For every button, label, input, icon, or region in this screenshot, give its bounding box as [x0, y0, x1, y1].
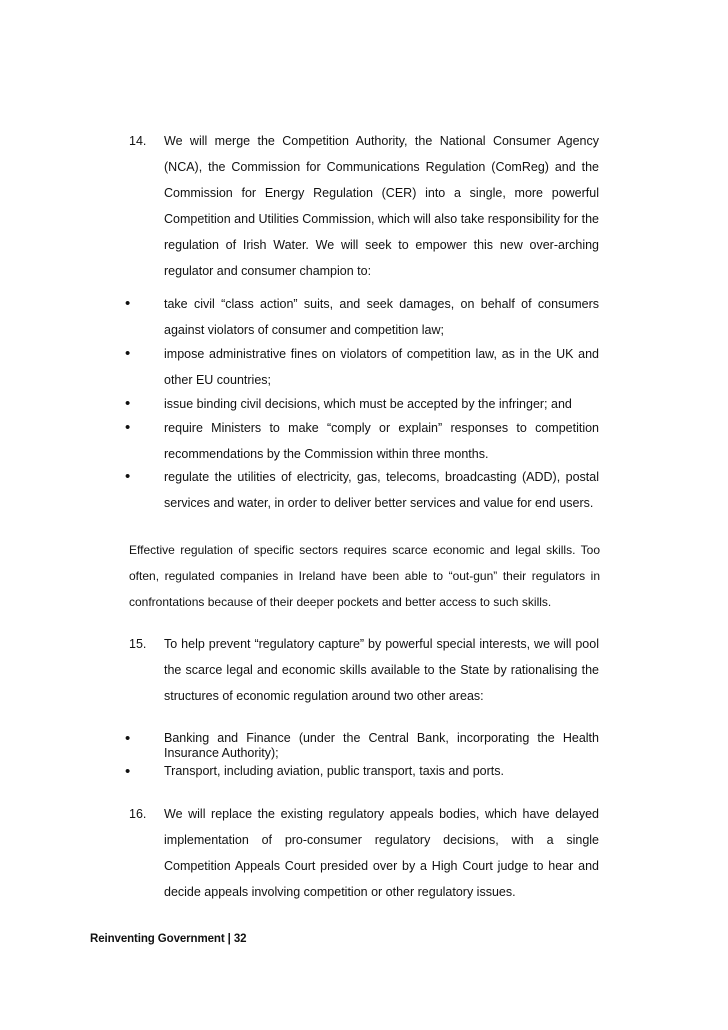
- item-16-number: 16.: [129, 807, 147, 821]
- page-footer: Reinventing Government | 32: [90, 933, 247, 945]
- bullet-icon: •: [125, 763, 131, 780]
- item-16-text: We will replace the existing regulatory appeals bodies, which have delayed implementation of pro-consumer regulatory decisions, with a single Competition Appeals Court presided over by a High Court judge to hear and decide appeals involving competition or other regulatory issues.: [164, 807, 599, 899]
- bullet-item: impose administrative fines on violators of competition law, as in the UK and other EU countries;: [164, 347, 599, 387]
- bullet-item: regulate the utilities of electricity, gas, telecoms, broadcasting (ADD), postal services and water, in order to deliver better services and value for end users.: [164, 470, 599, 510]
- item-15-text: To help prevent “regulatory capture” by powerful special interests, we will pool the scarce legal and economic skills available to the State by rationalising the structures of economic regulation around two other areas:: [164, 637, 599, 703]
- item-14-text: We will merge the Competition Authority, the National Consumer Agency (NCA), the Commission for Communications Regulation (ComReg) and the Commission for Energy Regulation (CER) into a single, more powerful Competition and Utilities Commission, which will also take responsibility for the regulation of Irish Water. We will seek to empower this new over-arching regulator and consumer champion to:: [164, 134, 599, 278]
- bullet-item: issue binding civil decisions, which must be accepted by the infringer; and: [164, 397, 572, 411]
- item-14-number: 14.: [129, 134, 147, 148]
- body-paragraph: Effective regulation of specific sectors requires scarce economic and legal skills. Too often, regulated companies in Ireland have been able to “out-gun” their regulators in confrontations because of their deeper pockets and better access to such skills.: [129, 543, 600, 609]
- bullet-icon: •: [125, 345, 131, 362]
- bullet-icon: •: [125, 295, 131, 312]
- bullet-icon: •: [125, 730, 131, 747]
- bullet-item: require Ministers to make “comply or explain” responses to competition recommendations by the Commission within three months.: [164, 421, 599, 461]
- bullet-icon: •: [125, 395, 131, 412]
- item-15-number: 15.: [129, 637, 147, 651]
- bullet-item: Banking and Finance (under the Central Bank, incorporating the Health Insurance Authority);: [164, 731, 599, 760]
- bullet-icon: •: [125, 419, 131, 436]
- bullet-icon: •: [125, 468, 131, 485]
- bullet-item: Transport, including aviation, public transport, taxis and ports.: [164, 764, 504, 778]
- bullet-item: take civil “class action” suits, and seek damages, on behalf of consumers against violators of consumer and competition law;: [164, 297, 599, 337]
